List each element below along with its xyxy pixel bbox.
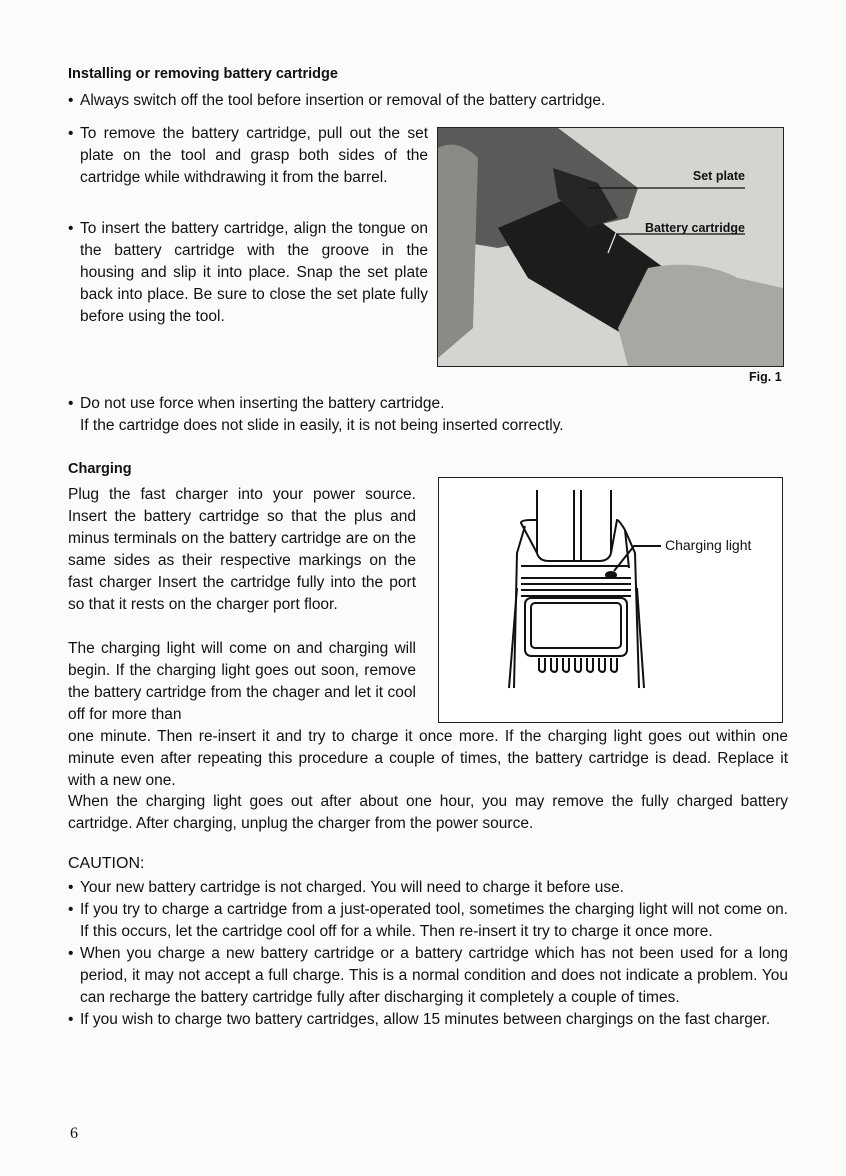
caution-list xyxy=(68,877,788,1031)
caution-item: • When you charge a new battery cartridge or a battery cartridge which has not been used for a long period, it may not accept a full charge. This is a normal condition and does not indicate a problem. You can recharge the battery cartridge fully after discharging it completely a couple of times. xyxy=(68,943,788,1009)
figure-1-caption: Fig. 1 xyxy=(749,370,782,384)
battery-cartridge-label: Battery cartridge xyxy=(644,221,745,235)
figure-1-photo xyxy=(437,127,784,367)
figure-2-charger xyxy=(438,477,783,723)
force-note: If the cartridge does not slide in easily, it is not being inserted correctly. xyxy=(80,417,564,434)
bullet-insert-cartridge: • To insert the battery cartridge, align the tongue on the battery cartridge with the groove in the housing and slip it into place. Snap the set plate back into place. Be sure to close the set plate fully before using the tool. xyxy=(68,218,428,328)
section-heading-installing: Installing or removing battery cartridge xyxy=(68,66,338,82)
charging-paragraph-2b: one minute. Then re-insert it and try to charge it once more. If the charging light goes out within one minute even after repeating this procedure a couple of times, the battery cartridge is dead. Replace it with a new one. xyxy=(68,728,788,789)
charging-paragraph-1: Plug the fast charger into your power source. Insert the battery cartridge so that the plus and minus terminals on the battery cartridge are on the same sides as their respective markings on the fast charger Insert the cartridge fully into the port so that it rests on the charger port floor. xyxy=(68,486,416,613)
bullet-always-switch-off: • Always switch off the tool before insertion or removal of the battery cartridge. xyxy=(68,90,800,112)
battery-insertion-illustration xyxy=(438,128,783,366)
charging-paragraph-2a: The charging light will come on and charging will begin. If the charging light goes out soon, remove the battery cartridge from the chager and let it cool off for more than xyxy=(68,640,416,723)
bullet-remove-cartridge: • To remove the battery cartridge, pull out the set plate on the tool and grasp both sides of the cartridge while withdrawing it from the barrel. xyxy=(68,123,428,189)
charging-light-label: Charging light xyxy=(665,537,752,553)
charging-paragraph-3: When the charging light goes out after about one hour, you may remove the fully charged battery cartridge. After charging, unplug the charger from the power source. xyxy=(68,793,788,832)
caution-item: • If you wish to charge two battery cartridges, allow 15 minutes between chargings on the fast charger. xyxy=(68,1009,788,1031)
caution-item: • Your new battery cartridge is not charged. You will need to charge it before use. xyxy=(68,877,788,899)
bullet-no-force: • Do not use force when inserting the battery cartridge. xyxy=(68,393,800,415)
fast-charger-illustration xyxy=(439,478,782,722)
page-number: 6 xyxy=(70,1125,78,1142)
set-plate-label: Set plate xyxy=(692,169,745,183)
caution-item: • If you try to charge a cartridge from a just-operated tool, sometimes the charging light will not come on. If this occurs, let the cartridge cool off for a while. Then re-insert it try to charge it once more. xyxy=(68,899,788,943)
section-heading-charging: Charging xyxy=(68,461,132,477)
caution-heading: CAUTION: xyxy=(68,855,145,872)
